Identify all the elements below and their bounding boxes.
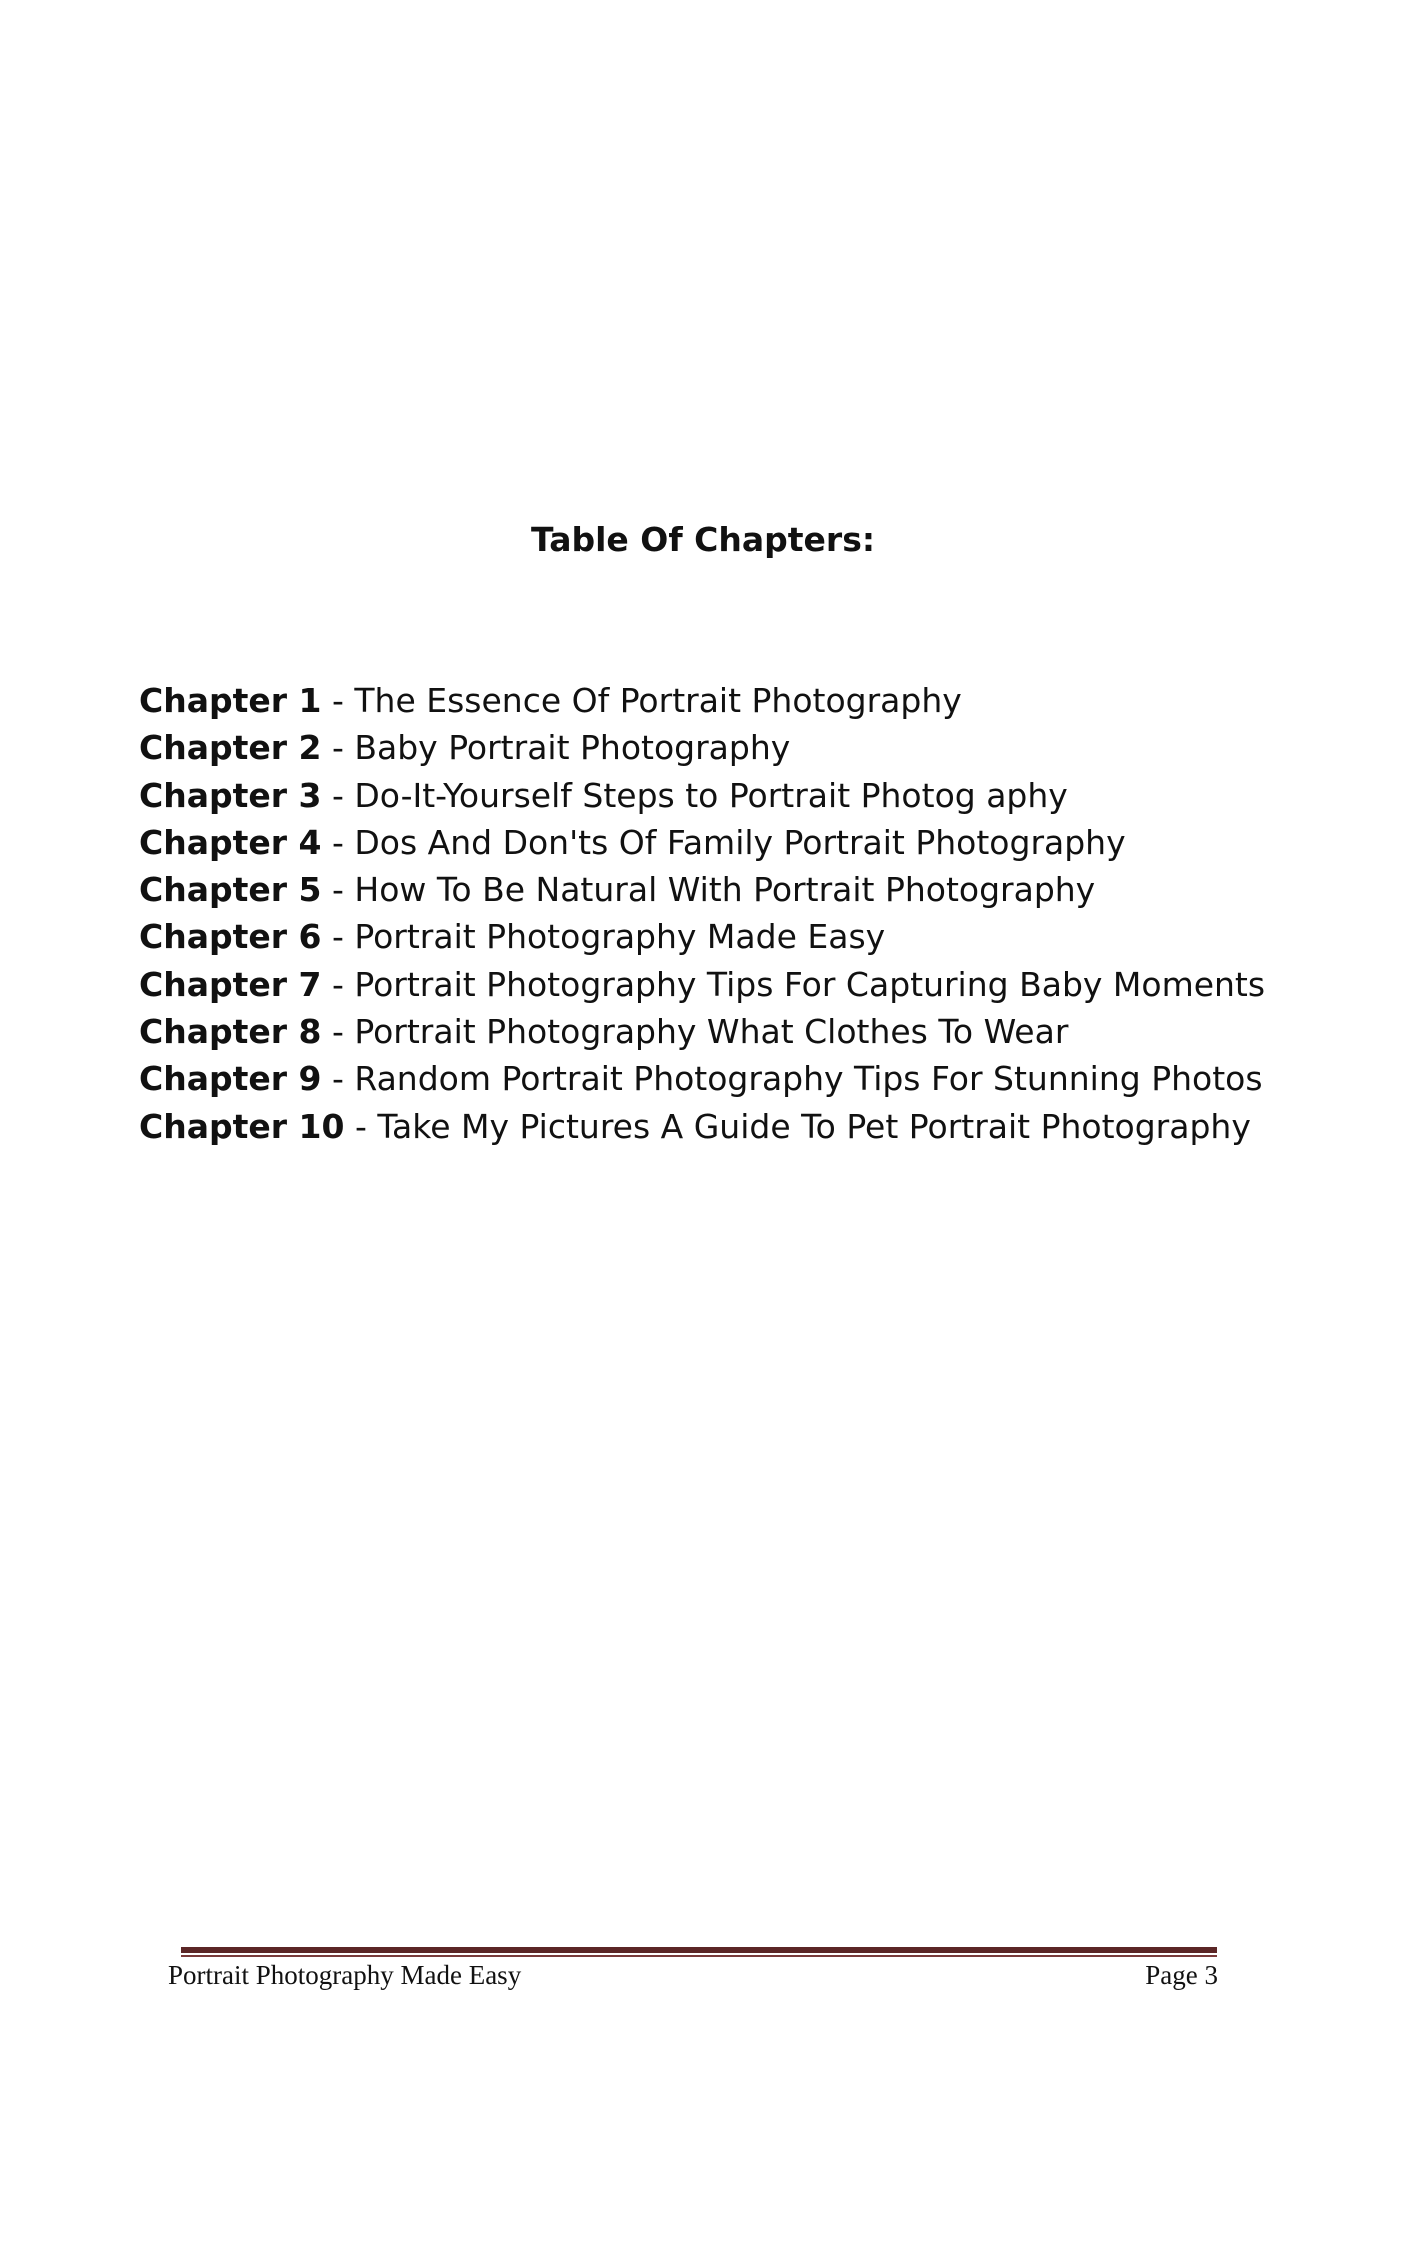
chapter-title: Baby Portrait Photography [354,728,791,768]
chapter-entry [139,819,1289,866]
chapter-label: Chapter 1 [139,681,322,720]
footer-page-number: Page 3 [1145,1960,1218,1990]
chapter-label: Chapter 10 [139,1106,345,1146]
chapter-separator: - [321,870,355,910]
chapter-title: Do-It-Yourself Steps to Portrait Photog aphy [354,775,1068,815]
chapter-separator: - [321,1012,355,1052]
chapter-label: Chapter 5 [139,870,322,910]
chapter-title: Portrait Photography Tips For Capturing Baby Moments [354,964,1266,1004]
chapter-title: Random Portrait Photography Tips For Stunning Photos [354,1059,1263,1099]
chapter-title: How To Be Natural With Portrait Photography [354,870,1096,910]
chapter-entry [139,961,1289,1008]
chapter-label: Chapter 6 [139,917,322,957]
chapter-entry [139,772,1289,819]
chapter-separator: - [321,1059,355,1099]
chapter-entry [139,677,1289,724]
chapter-title: Portrait Photography Made Easy [354,917,886,957]
chapter-separator: - [344,1106,378,1146]
chapter-title: The Essence Of Portrait Photography [354,681,962,720]
chapter-entry [139,1103,1289,1150]
chapter-separator: - [321,728,355,768]
chapter-title: Take My Pictures A Guide To Pet Portrait Photography [377,1106,1251,1146]
chapter-list [139,677,1289,1150]
chapter-title: Portrait Photography What Clothes To Wear [354,1012,1069,1052]
chapter-label: Chapter 8 [139,1012,322,1052]
chapter-label: Chapter 4 [139,822,322,862]
chapter-label: Chapter 2 [139,728,322,768]
toc-heading: Table Of Chapters: [530,520,876,559]
chapter-title: Dos And Don'ts Of Family Portrait Photography [354,822,1126,862]
chapter-entry [139,1008,1289,1055]
chapter-separator: - [321,822,355,862]
chapter-label: Chapter 3 [139,775,322,815]
chapter-separator: - [321,917,355,957]
chapter-entry [139,724,1289,771]
chapter-separator: - [321,964,355,1004]
chapter-separator: - [321,681,355,720]
chapter-label: Chapter 9 [139,1059,322,1099]
chapter-entry [139,866,1289,913]
chapter-entry [139,1055,1289,1102]
chapter-entry [139,913,1289,960]
footer-book-title: Portrait Photography Made Easy [168,1960,522,1990]
chapter-separator: - [321,775,355,815]
chapter-label: Chapter 7 [139,964,322,1004]
footer-rule-thick [181,1947,1217,1953]
